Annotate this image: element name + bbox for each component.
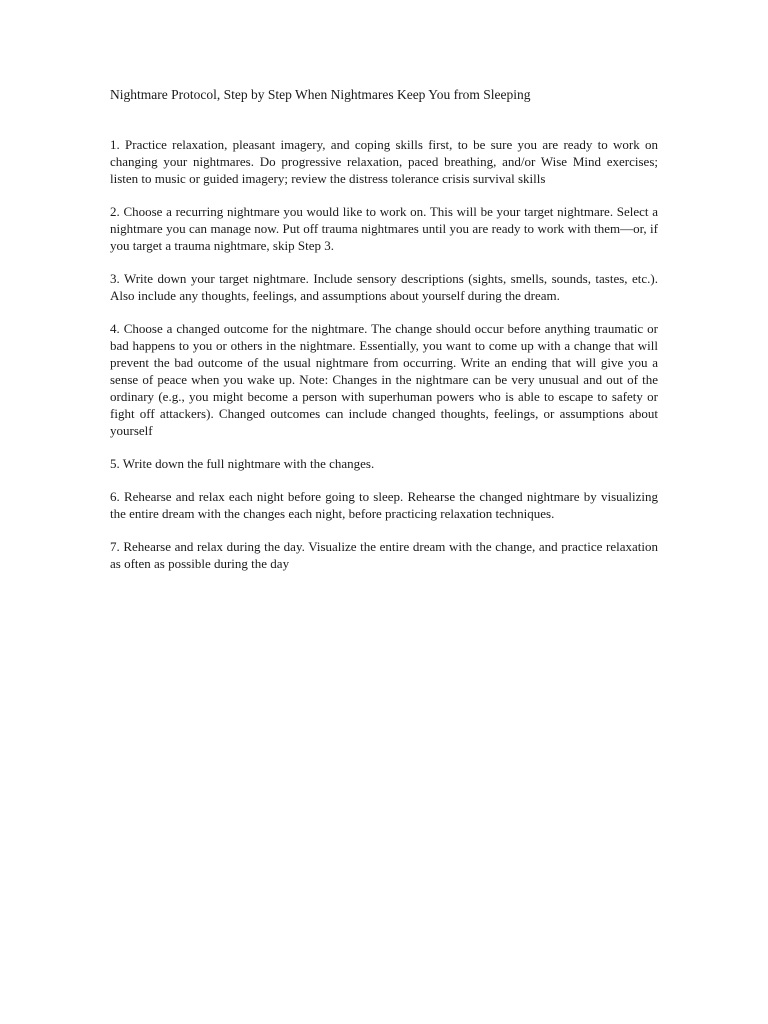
step-5-paragraph: 5. Write down the full nightmare with the changes. — [110, 456, 375, 471]
step-3-paragraph: 3. Write down your target nightmare. Include sensory descriptions (sights, smells, sounds, tastes, etc.). Also include any thoughts, feelings, and assumptions about yourself during the dream. — [110, 271, 658, 303]
document-page — [110, 86, 658, 588]
step-1-paragraph: 1. Practice relaxation, pleasant imagery, and coping skills first, to be sure you are ready to work on changing your nightmares. Do progressive relaxation, paced breathing, and/or Wise Mind exercises; listen to music or guided imagery; review the distress tolerance crisis survival skills — [110, 137, 658, 186]
step-6-paragraph: 6. Rehearse and relax each night before going to sleep. Rehearse the changed nightmare by visualizing the entire dream with the changes each night, before practicing relaxation techniques. — [110, 489, 658, 521]
document-title: Nightmare Protocol, Step by Step When Nightmares Keep You from Sleeping — [110, 87, 531, 102]
step-2-paragraph: 2. Choose a recurring nightmare you would like to work on. This will be your target nightmare. Select a nightmare you can manage now. Put off trauma nightmares until you are ready to work with them—or, if you target a trauma nightmare, skip Step 3. — [110, 204, 658, 253]
step-4-paragraph: 4. Choose a changed outcome for the nightmare. The change should occur before anything traumatic or bad happens to you or others in the nightmare. Essentially, you want to come up with a change that will prevent the bad outcome of the usual nightmare from occurring. Write an ending that will give you a sense of peace when you wake up. Note: Changes in the nightmare can be very unusual and out of the ordinary (e.g., you might become a person with superhuman powers who is able to escape to safety or fight off attackers). Changed outcomes can include changed thoughts, feelings, or assumptions about yourself — [110, 321, 658, 438]
step-7-paragraph: 7. Rehearse and relax during the day. Visualize the entire dream with the change, and practice relaxation as often as possible during the day — [110, 539, 658, 571]
